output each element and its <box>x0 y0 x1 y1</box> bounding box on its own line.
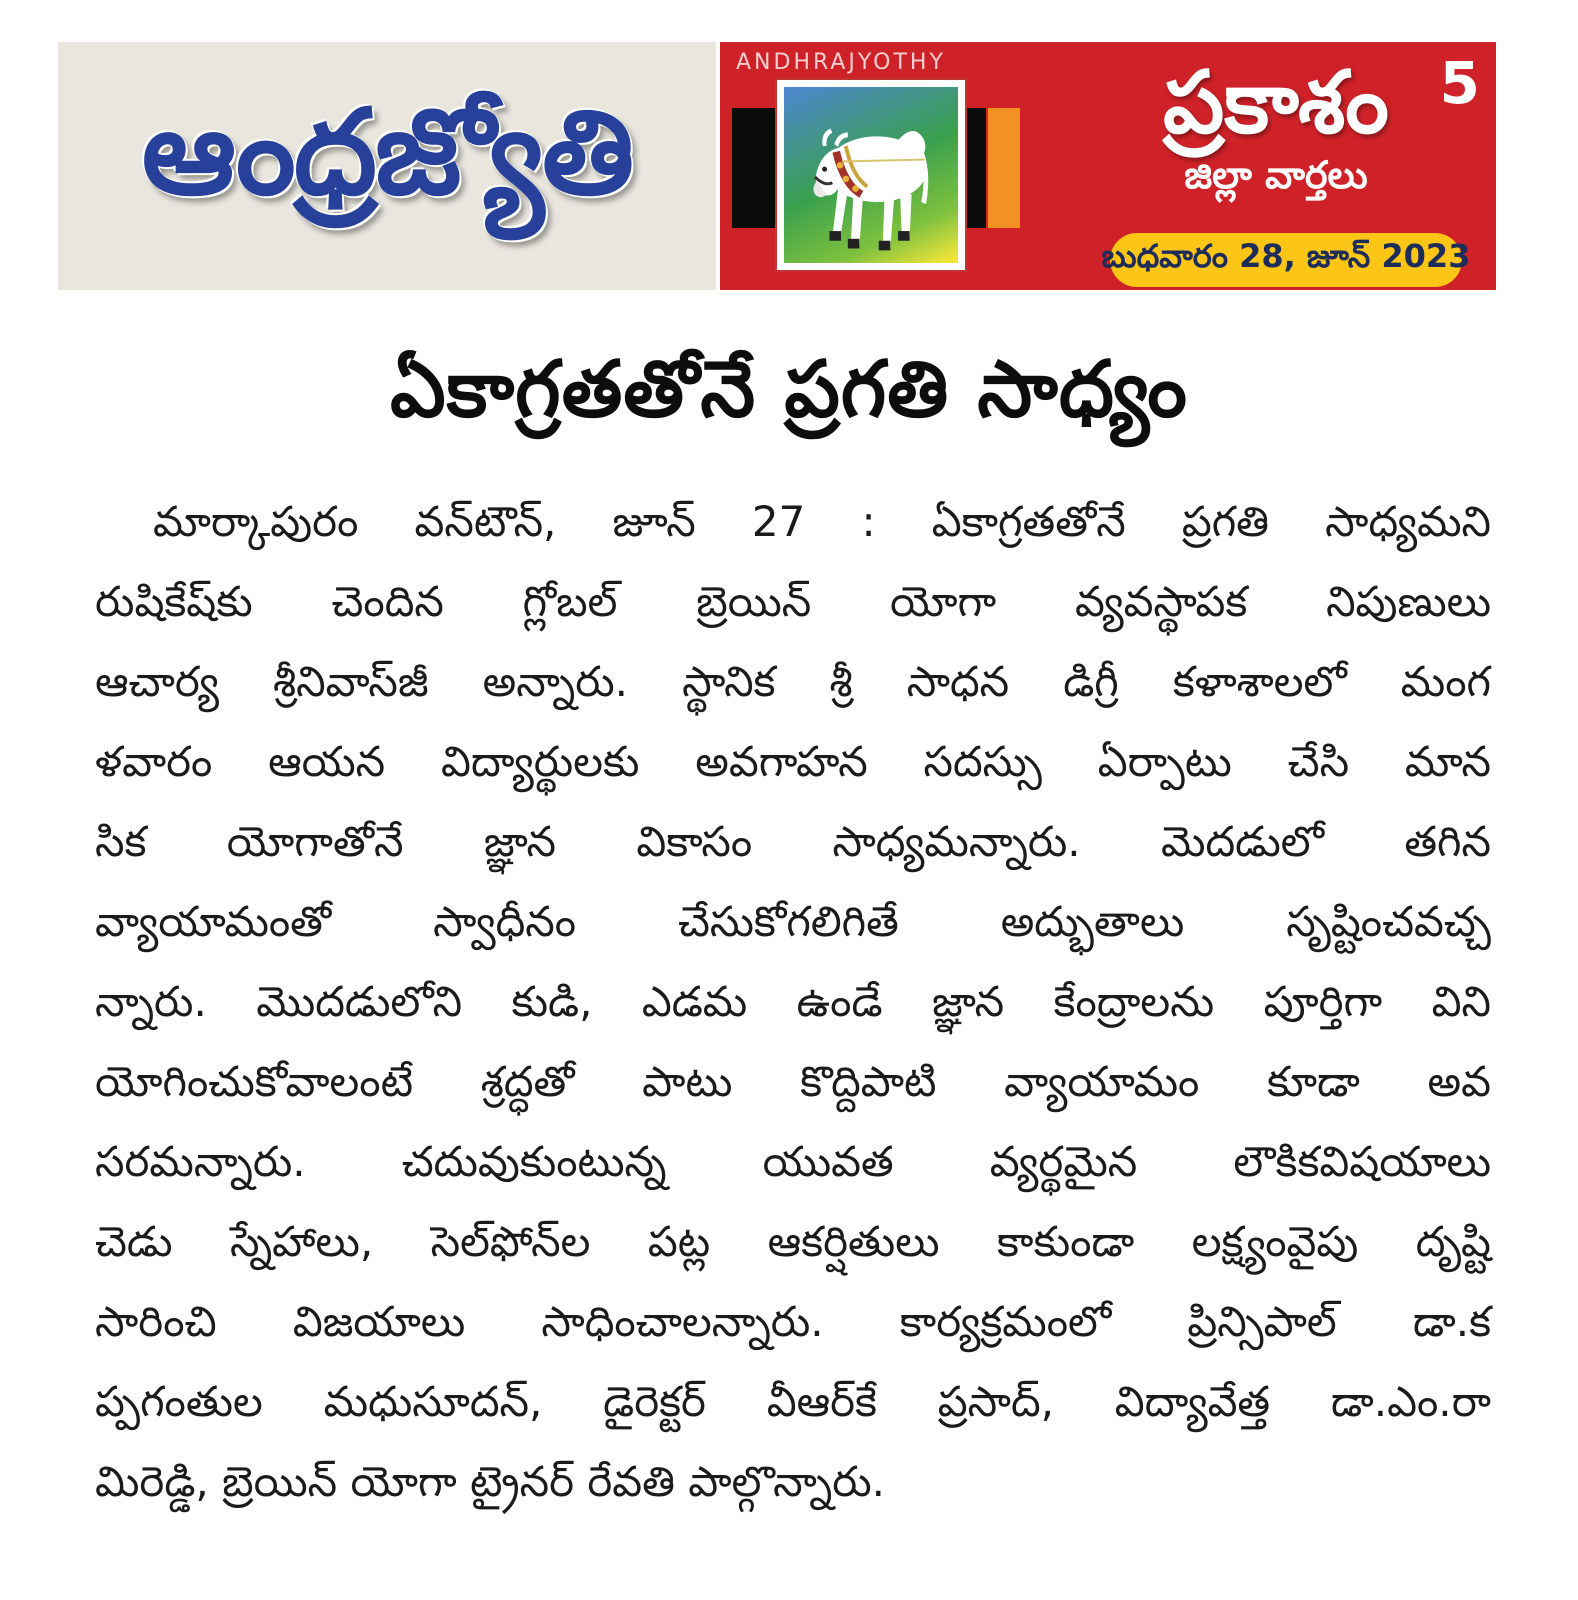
article-line: సిక యోగాతోనే జ్ఞాన వికాసం సాధ్యమన్నారు. మెదడులో తగిన <box>95 817 1491 866</box>
section-label: జిల్లా వార్తలు <box>1184 152 1368 197</box>
newspaper-header <box>0 0 1578 300</box>
bull-photo-frame <box>775 78 967 272</box>
article-line: మార్కాపురం వన్‌టౌన్, జూన్ 27 : ఏకాగ్రతతోనే ప్రగతి సాధ్యమని <box>153 497 1491 546</box>
district-title: ప్రకాశం <box>1163 53 1389 153</box>
page-number: 5 <box>1439 49 1480 117</box>
article-line: వ్యాయామంతో స్వాధీనం చేసుకోగలిగితే అద్భుతాలు సృష్టించవచ్చ <box>95 897 1491 946</box>
article-line: ప్పగంతుల మధుసూదన్, డైరెక్టర్ వీఆర్‌కే ప్రసాద్, విద్యావేత్త డా.ఎం.రా <box>95 1377 1491 1426</box>
article-line: ఆచార్య శ్రీనివాస్‌జీ అన్నారు. స్థానిక శ్రీ సాధన డిగ్రీ కళాశాలలో మంగ <box>95 657 1491 706</box>
bull-illustration <box>784 87 958 263</box>
brand-small-text: ANDHRAJYOTHY <box>736 50 946 75</box>
date-pill <box>1101 233 1471 287</box>
article-headline: ఏకాగ్రతతోనే ప్రగతి సాధ్యం <box>390 345 1188 435</box>
article-line: రుషికేష్‌కు చెందిన గ్లోబల్ బ్రెయిన్ యోగా వ్యవస్థాపక నిపుణులు <box>95 577 1491 626</box>
date-text: బుధవారం 28, జూన్ 2023 <box>1101 237 1471 275</box>
newspaper-logo: ఆంధ్రజ్యోతి <box>141 82 633 221</box>
article-line: చెడు స్నేహాలు, సెల్‌ఫోన్‌ల పట్ల ఆకర్షితులు కాకుండా లక్ష్యంవైపు దృష్టి <box>95 1217 1491 1266</box>
article-line: సారించి విజయాలు సాధించాలన్నారు. కార్యక్రమంలో ప్రిన్సిపాల్ డా.క <box>95 1297 1491 1346</box>
article-body <box>95 482 1491 1522</box>
bull-photo <box>784 87 958 263</box>
district-banner <box>720 42 1496 290</box>
orange-block-decoration <box>988 108 1020 228</box>
article-line: సరమన్నారు. చదువుకుంటున్న యువత వ్యర్థమైన లౌకికవిషయాలు <box>95 1137 1491 1186</box>
masthead <box>58 42 716 290</box>
article-line: మిరెడ్డి, బ్రెయిన్ యోగా ట్రైనర్ రేవతి పాల్గొన్నారు. <box>95 1457 885 1506</box>
article-line: న్నారు. మొదడులోని కుడి, ఎడమ ఉండే జ్ఞాన కేంద్రాలను పూర్తిగా విని <box>95 977 1491 1026</box>
article-line: ళవారం ఆయన విద్యార్థులకు అవగాహన సదస్సు ఏర్పాటు చేసి మాన <box>95 737 1491 786</box>
article-line: యోగించుకోవాలంటే శ్రద్ధతో పాటు కొద్దిపాటి వ్యాయామం కూడా అవ <box>95 1057 1491 1106</box>
